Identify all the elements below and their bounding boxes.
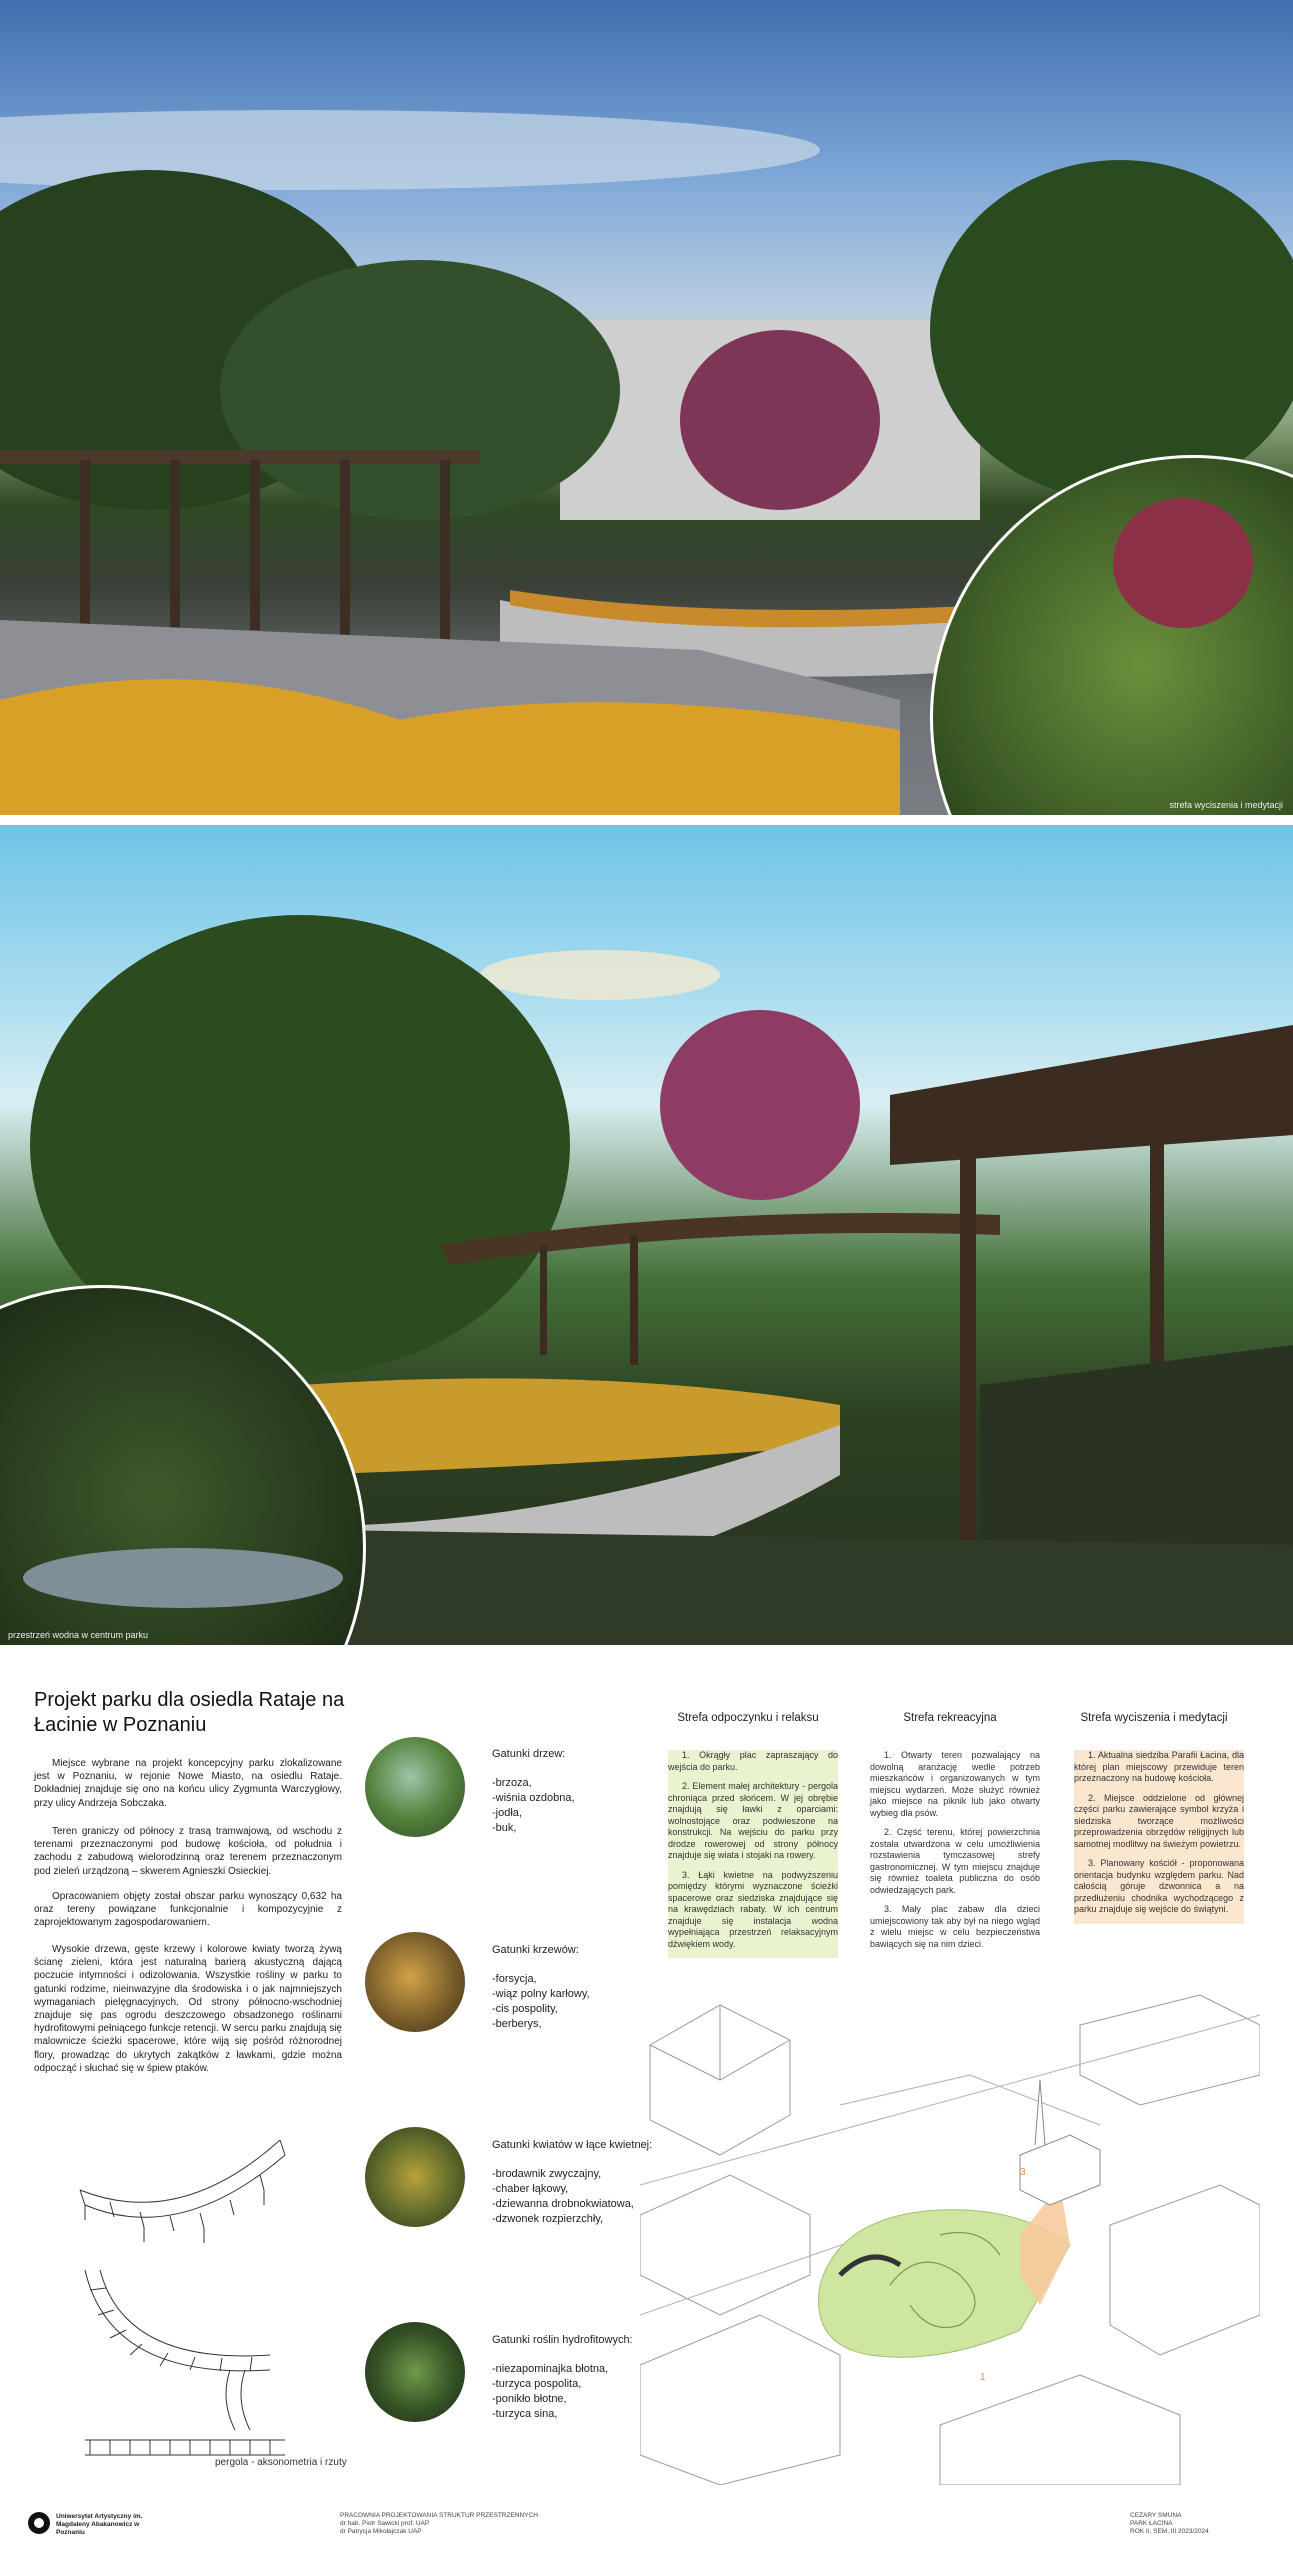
zone-marker: 3: [1020, 2167, 1026, 2178]
flower-species-thumbnail: [365, 2127, 465, 2227]
zone-paragraph: 2. Miejsce oddzielone od głównej części parku zawierające symbol krzyża i siedziska tworzące możliwości przeprowadzenia obrzędów religijnych lub samotnej modlitwy na świeżym powietrzu.: [1074, 1792, 1244, 1849]
zone-paragraph: 3. Łąki kwietne na podwyższeniu pomiędzy którymi wyznaczone ścieżki spacerowe oraz siedziska znajdujące się na krawędziach rabaty. W ich centrum znajduje się instalacja wodna wypełniająca przestrzeń relaksacyjnym dźwiękiem wody.: [668, 1869, 838, 1949]
list-item: -forsycja,: [492, 1973, 537, 1985]
zone-paragraph: 2. Część terenu, której powierzchnia została utwardzona w celu umożliwienia rozstawienia tymczasowej strefy gastronomicznej. W tym miejscu znajduje się również toaleta publiczna do osób odwiedzających park.: [870, 1827, 1040, 1895]
list-item: -turzyca sina,: [492, 2408, 558, 2420]
pergola-roof-near: [890, 1025, 1293, 1165]
description-paragraph-2: Teren graniczy od północy z trasą tramwajową, od wschodu z terenami przeznaczonymi pod budowę kościoła, od południa i zachodu z zabudową wielorodzinną oraz terenem przeznaczonym pod zieleń urządzoną – skwerem Agnieszki Osieckiej.: [34, 1826, 342, 1877]
zone-recreation-text: [870, 1750, 1040, 1958]
list-item: -berberys,: [492, 2018, 542, 2030]
pergola-caption: pergola - aksonometria i rzuty: [215, 2457, 347, 2468]
description-paragraph-1: Miejsce wybrane na projekt koncepcyjny parku zlokalizowane jest w Poznaniu, w rejonie Nowe Miasto, na osiedlu Rataje. Dokładniej znajduje się ono na końcu ulicy Zygmunta Warczygłowy, przy ulicy Andrzeja Sobczaka.: [34, 1758, 342, 1809]
studio-line: dr hab. Piotr Sawicki prof. UAP: [340, 2520, 430, 2527]
zone-paragraph: 1. Aktualna siedziba Parafii Łacina, dla której plan miejscowy przewiduje teren przeznaczony na budowę kościoła.: [1074, 1750, 1244, 1783]
pergola-beam: [0, 450, 480, 464]
hydrophyte-species-list: [492, 2362, 608, 2422]
zone-paragraph: 1. Okrągły plac zapraszający do wejścia do parku.: [668, 1750, 838, 1772]
tree-species-thumbnail: [365, 1737, 465, 1837]
ornamental-cherry-tree: [680, 330, 880, 510]
zone-paragraph: 1. Otwarty teren pozwalający na dowolną aranżację wedle potrzeb mieszkańców i organizowanych w tym miejscu wydarzeń. Może służyć również jako miejsce na piknik lub jako otwarty wybieg dla psów.: [870, 1750, 1040, 1818]
zone-paragraph: 3. Mały plac zabaw dla dzieci umiejscowiony tak aby był na niego wgląd z wielu miejsc w celu bezpieczeństwa bawiących się na nim dzieci.: [870, 1904, 1040, 1949]
tree-mass-right: [930, 160, 1293, 500]
university-logo-icon: [28, 2512, 50, 2534]
render-entrance-pergola: [0, 0, 1293, 815]
flower-species-list: [492, 2167, 634, 2227]
zone-paragraph: 3. Planowany kościół - proponowana orientacja budynku względem parku. Nad całością góruje dzwonnica a na przedłużeniu chodnika wychodzącego z parku znajduje się wejście do świątyni.: [1074, 1858, 1244, 1914]
hydrophyte-species-title: Gatunki roślin hydrofitowych:: [492, 2334, 633, 2346]
author-info: [1130, 2512, 1209, 2536]
list-item: -jodła,: [492, 1807, 522, 1819]
zone-relax-title: Strefa odpoczynku i relaksu: [677, 1712, 819, 1724]
page-title: Projekt parku dla osiedla Rataje na Łacinie w Poznaniu: [34, 1689, 345, 1736]
list-item: -niezapominajka błotna,: [492, 2363, 609, 2375]
site-axonometry: [640, 1985, 1260, 2485]
list-item: -buk,: [492, 1822, 517, 1834]
ornamental-cherry-tree: [660, 1010, 860, 1200]
zone-recreation-title: Strefa rekreacyjna: [903, 1712, 997, 1724]
list-item: -dzwonek rozpierzchły,: [492, 2213, 604, 2225]
inset-caption: strefa wyciszenia i medytacji: [1169, 800, 1283, 810]
pergola-drawings: [70, 2120, 300, 2470]
studio-line: dr Patrycja Mikołajczak UAP: [340, 2528, 422, 2535]
zone-meditation-text: [1074, 1750, 1244, 1924]
list-item: -ponikło błotne,: [492, 2393, 567, 2405]
tree-species-list: [492, 1776, 575, 1836]
cloud: [480, 950, 720, 1000]
zone-relax-text: [668, 1750, 838, 1958]
list-item: -dziewanna drobnokwiatowa,: [492, 2198, 634, 2210]
pergola-plan: [85, 2270, 270, 2430]
list-item: -brzoza,: [492, 1777, 532, 1789]
zone-meditation-title: Strefa wyciszenia i medytacji: [1080, 1712, 1228, 1724]
inset-red-tree: [1113, 498, 1253, 628]
zone-marker: 1: [980, 2372, 986, 2383]
inset-caption: przestrzeń wodna w centrum parku: [8, 1630, 149, 1640]
render-flower-beds: [0, 825, 1293, 1645]
shrub-species-thumbnail: [365, 1932, 465, 2032]
tree-species-title: Gatunki drzew:: [492, 1748, 566, 1760]
tree-mass-center: [220, 260, 620, 520]
studio-line: PRACOWNIA PROJEKTOWANIA STRUKTUR PRZESTRZENNYCH: [340, 2512, 538, 2519]
list-item: -wiąz polny karłowy,: [492, 1988, 590, 2000]
author-line: CEZARY SMUNA: [1130, 2512, 1182, 2519]
inset-water-pool: [23, 1548, 343, 1608]
description-paragraph-3: Opracowaniem objęty został obszar parku wynoszący 0,632 ha oraz tereny powiązane funkcjonalnie i kompozycyjnie z zaprojektowanym zagospodarowaniem.: [34, 1891, 342, 1929]
shrub-species-title: Gatunki krzewów:: [492, 1944, 579, 1956]
list-item: -wiśnia ozdobna,: [492, 1792, 575, 1804]
list-item: -cis pospolity,: [492, 2003, 558, 2015]
list-item: -brodawnik zwyczajny,: [492, 2168, 602, 2180]
shrub-species-list: [492, 1972, 590, 2032]
pergola-elevation: [85, 2440, 285, 2455]
pergola-axonometry: [80, 2140, 285, 2243]
flower-species-title: Gatunki kwiatów w łące kwietnej:: [492, 2139, 653, 2151]
zone-paragraph: 2. Element małej architektury - pergola chroniąca przed słońcem. W jej obrębie znajdują się ławki z oparciami: wolnostojące oraz podwieszone na konstrukcji. Na wejściu do parku przy drodze rowerowej od strony północy znajduje się wiata i stojaki na rowery.: [668, 1781, 838, 1860]
list-item: -turzyca pospolita,: [492, 2378, 582, 2390]
description-paragraph-4: Wysokie drzewa, gęste krzewy i kolorowe kwiaty tworzą żywą ścianę zieleni, która jest naturalną barierą akustyczną dającą poczucie intymności i odizolowania. Wszystkie rośliny w parku to gatunki rodzime, nieinwazyjne dla środowiska i o jak najmniejszych wymaganiach pielęgnacyjnych. Od strony północno-wschodniej znajduje się pas ogrodu deszczowego obsadzonego roślinami hydrofitowymi pełniącego funkcje retencji. W sercu parku znajdują się malownicze ścieżki spacerowe, które wiją się pośród różnorodnej flory, prowadząc do ukrytych zakątków z ławkami, gdzie można odpocząć i słuchać się w śpiew ptaków.: [34, 1944, 342, 2074]
list-item: -chaber łąkowy,: [492, 2183, 569, 2195]
university-name: Uniwersytet Artystyczny im. Magdaleny Abakanowicz w Poznaniu: [56, 2513, 143, 2536]
studio-info: [340, 2512, 538, 2536]
author-line: ROK II, SEM. III 2023/2024: [1130, 2528, 1209, 2535]
author-line: PARK ŁACINA: [1130, 2520, 1173, 2527]
hydrophyte-species-thumbnail: [365, 2322, 465, 2422]
